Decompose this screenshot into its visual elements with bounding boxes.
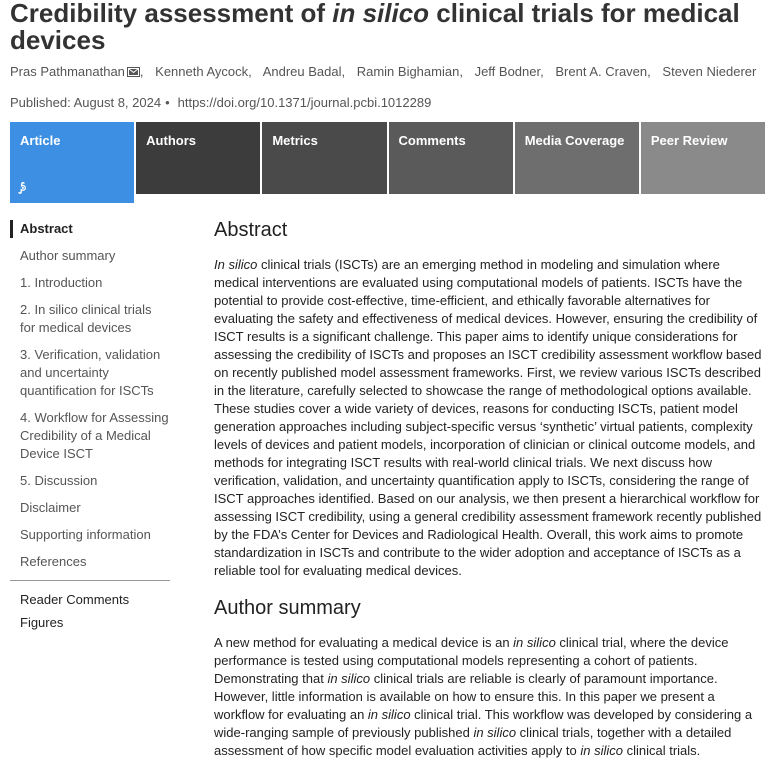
summary-text: clinical trials. <box>622 743 701 758</box>
author-name[interactable]: Andreu Badal <box>262 64 342 79</box>
abstract-text <box>214 256 764 580</box>
abstract-body: clinical trials (ISCTs) are an emerging method in modeling and simulation where medical interventions are evaluated using computational models of patients. ISCTs have the potential to provide cost-effective, time-efficient, and ethically favorable alternatives for evaluating the safety and effectiveness of medical devices. However, ensuring the credibility of ISCT results is a significant challenge. This paper aims to identify unique considerations for assessing the credibility of ISCTs and proposes an ISCT credibility assessment workflow based on recently published model assessment frameworks. First, we review various ISCTs described in the literature, carefully selected to showcase the range of methodological options available. These studies cover a wide variety of devices, reasons for conducting ISCTs, patient model generation approaches including subject-specific versus ‘synthetic’ virtual patients, complexity levels of devices and patient models, incorporation of clinician or clinical outcome models, and methods for integrating ISCT results with real-world clinical trials. We next discuss how verification, validation, and uncertainty quantification apply to ISCTs, considering the range of ISCT approaches identified. Based on our analysis, we then present a hierarchical workflow for assessing ISCT credibility, using a general credibility assessment framework recently published by the FDA’s Center for Devices and Radiological Health. Overall, this work aims to promote standardization in ISCTs and contribute to the wider adoption and acceptance of ISCTs as a reliable tool for evaluating medical devices. <box>214 257 762 578</box>
abstract-heading: Abstract <box>214 219 288 241</box>
summary-text: clinical trials, together with a detailed assessment of how specific model evaluation activities apply to <box>214 725 732 758</box>
publication-info <box>10 95 431 110</box>
summary-text: clinical trials are reliable is clearly of paramount importance. However, little information is available on how to ensure this. In this paper we present a workflow for evaluating an <box>214 671 718 722</box>
toc-item-disclaimer[interactable]: Disclaimer <box>20 500 81 515</box>
email-icon[interactable] <box>127 67 140 77</box>
toc-item-vvuq[interactable]: 3. Verification, validation and uncertainty quantification for ISCTs <box>20 347 161 398</box>
article-body <box>214 218 764 776</box>
tab-peer-review[interactable] <box>641 122 765 194</box>
tab-label: Article <box>20 133 61 148</box>
author-link[interactable]: Brent A. Craven, <box>555 64 651 79</box>
tab-label: Authors <box>146 133 197 148</box>
summary-text: A new method for evaluating a medical device is an <box>214 635 514 650</box>
title-italic: in silico <box>332 0 430 28</box>
toc-item-author-summary[interactable]: Author summary <box>20 248 116 263</box>
toc-item-introduction[interactable]: 1. Introduction <box>20 275 103 290</box>
author-name[interactable]: Kenneth Aycock <box>155 64 249 79</box>
author-link[interactable] <box>662 64 756 79</box>
title-part2: clinical trials for medical devices <box>10 0 740 55</box>
author-name[interactable]: Ramin Bighamian <box>356 64 460 79</box>
summary-italic: in silico <box>513 635 556 650</box>
tab-label: Comments <box>398 133 466 148</box>
toc-item-supporting-info[interactable]: Supporting information <box>20 527 151 542</box>
author-summary-text <box>214 634 764 760</box>
author-link[interactable]: Ramin Bighamian, <box>356 64 463 79</box>
summary-text: clinical trial, where the device performance is tested using computational models representing a cohort of patients. Demonstrating that <box>214 635 729 686</box>
tab-article[interactable] <box>10 122 134 203</box>
figures-link[interactable]: Figures <box>20 615 64 630</box>
tab-comments[interactable] <box>389 122 513 194</box>
toc-item-workflow[interactable]: 4. Workflow for Assessing Credibility of a Medical Device ISCT <box>20 410 169 461</box>
summary-italic: in silico <box>580 743 623 758</box>
summary-text: clinical trial. This workflow was developed by considering a wide-ranging sample of previously published <box>214 707 753 740</box>
article-title <box>10 0 765 54</box>
tab-label: Media Coverage <box>524 133 625 148</box>
toc-item-references[interactable]: References <box>20 554 87 569</box>
summary-italic: in silico <box>367 707 411 722</box>
author-name[interactable]: Brent A. Craven <box>555 64 648 79</box>
author-summary-heading: Author summary <box>214 597 361 619</box>
toc-item-isct-medical-devices[interactable]: 2. In silico clinical trials for medical devices <box>20 302 152 335</box>
table-of-contents <box>10 220 170 637</box>
author-list <box>10 64 764 79</box>
published-date: Published: August 8, 2024 <box>10 95 162 110</box>
toc-item-discussion[interactable]: 5. Discussion <box>20 473 98 488</box>
article-tabs <box>10 122 765 203</box>
tab-metrics[interactable] <box>262 122 386 194</box>
tab-label: Peer Review <box>650 133 728 148</box>
toc-item-abstract[interactable]: Abstract <box>10 220 170 238</box>
author-link[interactable]: Andreu Badal, <box>262 64 346 79</box>
abstract-lead-italic: In silico <box>214 257 258 272</box>
author-name[interactable]: Jeff Bodner <box>474 64 541 79</box>
author-link[interactable]: Pras Pathmanathan , <box>10 64 144 79</box>
tab-media-coverage[interactable] <box>515 122 639 194</box>
bullet-separator: • <box>165 95 170 110</box>
author-link[interactable]: Jeff Bodner, <box>474 64 544 79</box>
author-name[interactable]: Pras Pathmanathan <box>10 64 125 79</box>
author-name[interactable]: Steven Niederer <box>662 64 757 79</box>
tab-label: Metrics <box>272 133 318 148</box>
tab-authors[interactable] <box>136 122 260 194</box>
doi-link[interactable]: https://doi.org/10.1371/journal.pcbi.1012289 <box>177 95 432 110</box>
reader-comments-link[interactable]: Reader Comments <box>20 592 130 607</box>
chevron-down-icon[interactable]: ⨔ <box>18 180 25 194</box>
title-part1: Credibility assessment of <box>10 0 333 28</box>
toc-divider <box>10 580 170 581</box>
author-link[interactable]: Kenneth Aycock, <box>155 64 252 79</box>
summary-italic: in silico <box>473 725 517 740</box>
summary-italic: in silico <box>327 671 371 686</box>
